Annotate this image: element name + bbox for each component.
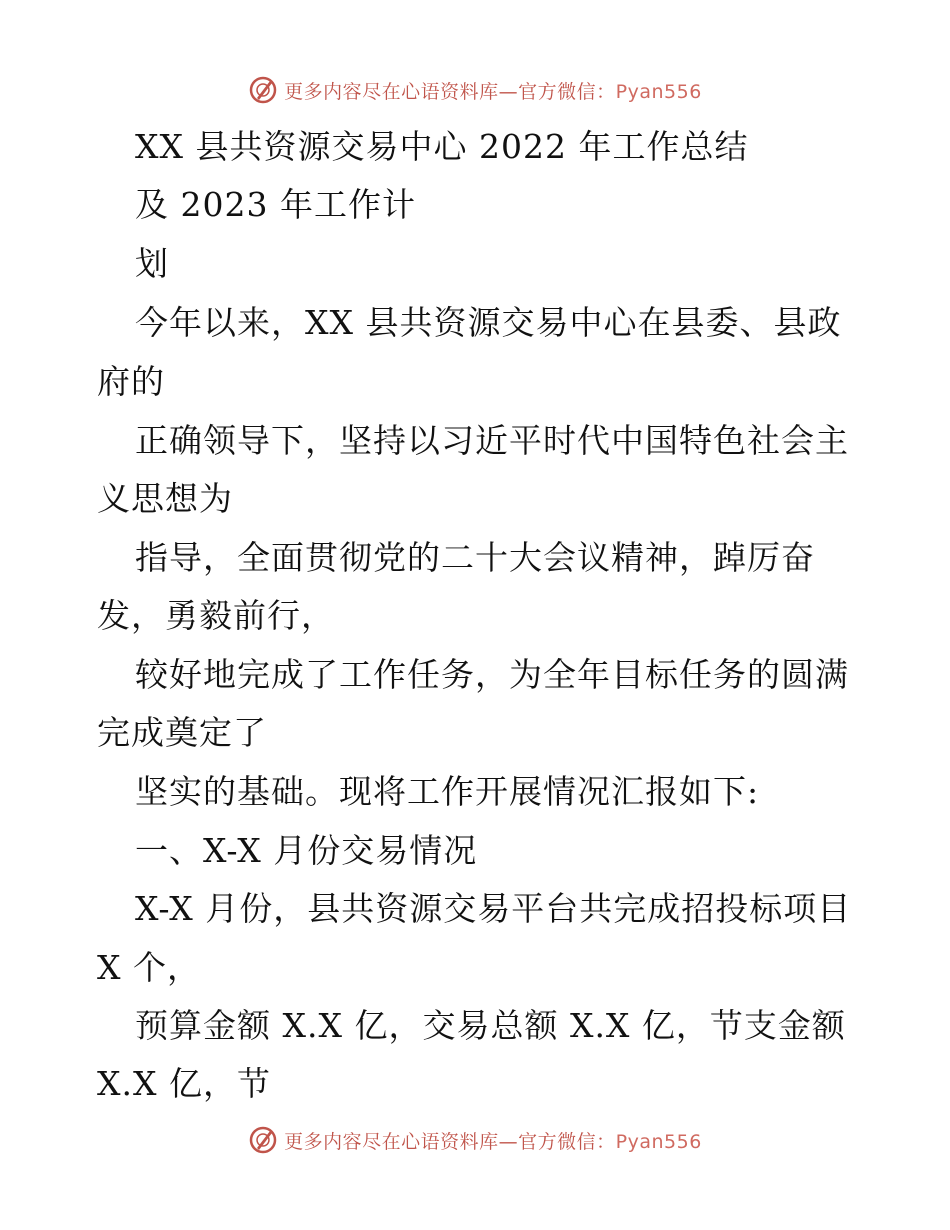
paragraph-line: 府的 xyxy=(97,362,165,401)
section-heading: 一、X-X 月份交易情况 xyxy=(135,831,478,870)
watermark-text: 更多内容尽在心语资料库—官方微信：Pyan556 xyxy=(284,80,702,103)
paragraph-line: 完成奠定了 xyxy=(97,713,267,752)
paragraph-line: 坚实的基础。现将工作开展情况汇报如下: xyxy=(135,772,760,811)
pen-circle-logo-icon xyxy=(248,1125,278,1155)
doc-title-line-3: 划 xyxy=(135,244,169,283)
paragraph-line: 预算金额 X.X 亿，交易总额 X.X 亿，节支金额 xyxy=(135,1006,846,1045)
paragraph-line: 正确领导下，坚持以习近平时代中国特色社会主 xyxy=(135,421,849,460)
pen-circle-logo-icon xyxy=(248,75,278,105)
paragraph-line: 较好地完成了工作任务，为全年目标任务的圆满 xyxy=(135,655,849,694)
paragraph-line: X.X 亿，节 xyxy=(97,1064,271,1103)
doc-title-line-1: XX 县共资源交易中心 2022 年工作总结 xyxy=(135,127,749,166)
paragraph-line: 义思想为 xyxy=(97,479,233,518)
paragraph-line: 指导，全面贯彻党的二十大会议精神，踔厉奋 xyxy=(135,538,815,577)
watermark-id: Pyan556 xyxy=(615,1130,702,1153)
paragraph-line: X-X 月份，县共资源交易平台共完成招投标项目 xyxy=(135,889,852,928)
watermark-text: 更多内容尽在心语资料库—官方微信：Pyan556 xyxy=(284,1130,702,1153)
paragraph-line: X 个， xyxy=(97,948,201,987)
paragraph-line: 今年以来，XX 县共资源交易中心在县委、县政 xyxy=(135,303,842,342)
doc-title-line-2: 及 2023 年工作计 xyxy=(135,185,416,224)
watermark-header xyxy=(0,70,950,110)
watermark-footer xyxy=(0,1120,950,1160)
paragraph-line: 发，勇毅前行， xyxy=(97,596,335,635)
watermark-id: Pyan556 xyxy=(615,80,702,103)
